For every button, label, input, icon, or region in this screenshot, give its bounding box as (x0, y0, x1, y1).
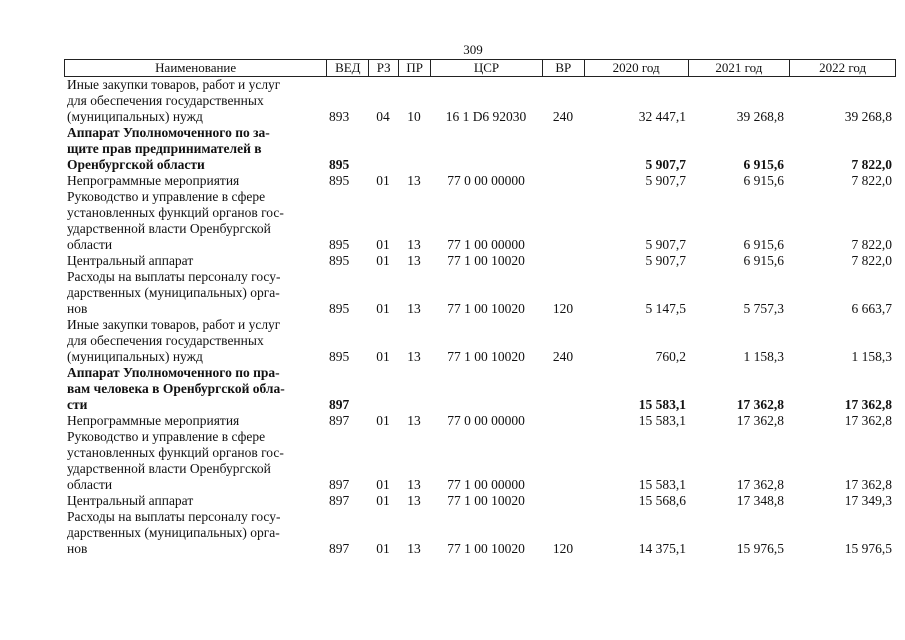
cell-csr: 77 1 00 00000 (447, 477, 525, 492)
cell-2021: 6 915,6 (743, 173, 784, 188)
cell-name (64, 77, 326, 125)
cell-name (64, 173, 326, 189)
cell-2020: 15 583,1 (638, 413, 686, 428)
cell-2021: 5 757,3 (743, 301, 784, 316)
cell-name-line: области (67, 237, 113, 252)
cell-2020: 32 447,1 (638, 109, 686, 124)
cell-2022: 7 822,0 (851, 237, 892, 252)
cell-rz: 01 (376, 173, 390, 188)
cell-name-line: Руководство и управление в сфере (67, 189, 266, 204)
cell-name-line: Расходы на выплаты персоналу госу- (67, 509, 281, 524)
cell-name-line: Аппарат Уполномоченного по пра- (67, 365, 280, 380)
cell-ved: 895 (329, 301, 350, 316)
cell-name-line: для обеспечения государственных (67, 93, 264, 108)
cell-pr: 10 (407, 109, 421, 124)
cell-rz: 01 (376, 237, 390, 252)
table-row (64, 269, 896, 317)
cell-name-line: вам человека в Оренбургской обла- (67, 381, 285, 396)
cell-csr: 77 0 00 00000 (447, 173, 525, 188)
cell-name-line: Иные закупки товаров, работ и услуг (67, 317, 281, 332)
cell-pr: 13 (407, 237, 421, 252)
header-2022: 2022 год (789, 60, 895, 76)
cell-2022: 17 349,3 (844, 493, 892, 508)
cell-pr: 13 (407, 493, 421, 508)
cell-2021: 17 362,8 (736, 413, 784, 428)
table-row (64, 509, 896, 557)
cell-2020: 15 583,1 (638, 397, 686, 412)
cell-csr: 77 1 00 10020 (447, 253, 525, 268)
cell-vr: 240 (552, 349, 574, 364)
cell-2022: 17 362,8 (844, 413, 892, 428)
cell-rz: 01 (376, 541, 390, 556)
cell-pr: 13 (407, 349, 421, 364)
header-csr: ЦСР (430, 60, 542, 76)
cell-2020: 14 375,1 (638, 541, 686, 556)
header-2020: 2020 год (584, 60, 688, 76)
cell-rz: 01 (376, 477, 390, 492)
header-vr: ВР (542, 60, 584, 76)
cell-name-line: сти (67, 397, 88, 412)
cell-2020: 15 583,1 (638, 477, 686, 492)
cell-ved: 893 (329, 109, 350, 124)
cell-pr: 13 (407, 173, 421, 188)
cell-2021: 15 976,5 (736, 541, 784, 556)
cell-2021: 6 915,6 (743, 237, 784, 252)
cell-ved: 897 (329, 397, 350, 412)
cell-pr: 13 (407, 301, 421, 316)
cell-csr: 77 1 00 10020 (447, 541, 525, 556)
cell-rz: 01 (376, 253, 390, 268)
table-row (64, 77, 896, 125)
cell-ved: 895 (329, 237, 350, 252)
page-number: 309 (463, 42, 483, 57)
table-row (64, 253, 896, 269)
cell-name-line: дарственных (муниципальных) орга- (67, 285, 280, 300)
cell-name (64, 253, 326, 269)
cell-name-line: (муниципальных) нужд (67, 109, 203, 124)
cell-csr: 77 1 00 10020 (447, 493, 525, 508)
table-row (64, 493, 896, 509)
cell-name-line: Аппарат Уполномоченного по за- (67, 125, 270, 140)
table-row (64, 365, 896, 413)
cell-name-line: установленных функций органов гос- (67, 445, 284, 460)
cell-name-line: дарственных (муниципальных) орга- (67, 525, 280, 540)
cell-name-line: Центральный аппарат (67, 493, 194, 508)
cell-2020: 5 907,7 (645, 253, 686, 268)
cell-2021: 17 362,8 (736, 477, 784, 492)
cell-csr: 77 1 00 10020 (447, 301, 525, 316)
table-row (64, 413, 896, 429)
cell-2022: 6 663,7 (851, 301, 892, 316)
cell-2020: 15 568,6 (638, 493, 686, 508)
cell-name (64, 509, 326, 557)
cell-name (64, 365, 326, 413)
cell-name-line: щите прав предпринимателей в (67, 141, 262, 156)
cell-vr: 120 (552, 301, 574, 316)
cell-2022: 7 822,0 (851, 157, 892, 172)
cell-name (64, 429, 326, 493)
cell-2021: 1 158,3 (743, 349, 784, 364)
cell-name-line: Центральный аппарат (67, 253, 194, 268)
cell-name-line: установленных функций органов гос- (67, 205, 284, 220)
cell-2021: 39 268,8 (736, 109, 784, 124)
cell-ved: 897 (329, 541, 350, 556)
table-row (64, 429, 896, 493)
cell-2022: 17 362,8 (844, 477, 892, 492)
cell-rz: 01 (376, 413, 390, 428)
cell-csr: 77 1 00 10020 (447, 349, 525, 364)
cell-name-line: ударственной власти Оренбургской (67, 221, 271, 236)
cell-2022: 17 362,8 (844, 397, 892, 412)
cell-name (64, 269, 326, 317)
cell-rz: 01 (376, 349, 390, 364)
cell-2021: 17 348,8 (736, 493, 784, 508)
cell-name (64, 413, 326, 429)
cell-rz: 01 (376, 493, 390, 508)
cell-ved: 897 (329, 413, 350, 428)
cell-name-line: для обеспечения государственных (67, 333, 264, 348)
cell-rz: 04 (376, 109, 390, 124)
cell-name-line: Расходы на выплаты персоналу госу- (67, 269, 281, 284)
cell-2022: 39 268,8 (844, 109, 892, 124)
cell-name-line: ударственной власти Оренбургской (67, 461, 271, 476)
table-row (64, 173, 896, 189)
cell-pr: 13 (407, 477, 421, 492)
cell-name (64, 125, 326, 173)
cell-ved: 895 (329, 157, 350, 172)
cell-rz: 01 (376, 301, 390, 316)
cell-2022: 7 822,0 (851, 173, 892, 188)
cell-2021: 6 915,6 (743, 253, 784, 268)
cell-ved: 897 (329, 493, 350, 508)
table-body (64, 77, 896, 557)
cell-pr: 13 (407, 253, 421, 268)
cell-2022: 15 976,5 (844, 541, 892, 556)
cell-2022: 1 158,3 (851, 349, 892, 364)
cell-name-line: (муниципальных) нужд (67, 349, 203, 364)
cell-csr: 16 1 D6 92030 (445, 109, 527, 124)
cell-name-line: Иные закупки товаров, работ и услуг (67, 77, 281, 92)
cell-vr: 240 (552, 109, 574, 124)
cell-2020: 5 147,5 (645, 301, 686, 316)
cell-name (64, 317, 326, 365)
cell-2020: 5 907,7 (645, 173, 686, 188)
cell-name-line: области (67, 477, 113, 492)
cell-name-line: Руководство и управление в сфере (67, 429, 266, 444)
cell-pr: 13 (407, 541, 421, 556)
header-name: Наименование (155, 60, 237, 75)
cell-2020: 5 907,7 (645, 237, 686, 252)
cell-name (64, 189, 326, 253)
cell-ved: 895 (329, 253, 350, 268)
table-row (64, 189, 896, 253)
cell-name-line: нов (67, 541, 88, 556)
cell-2020: 5 907,7 (645, 157, 686, 172)
cell-csr: 77 1 00 00000 (447, 237, 525, 252)
cell-2021: 17 362,8 (736, 397, 784, 412)
cell-name (64, 493, 326, 509)
cell-name-line: нов (67, 301, 88, 316)
header-2021: 2021 год (688, 60, 790, 76)
cell-name-line: Непрограммные мероприятия (67, 413, 240, 428)
cell-2021: 6 915,6 (743, 157, 784, 172)
cell-2022: 7 822,0 (851, 253, 892, 268)
header-ved: ВЕД (326, 60, 368, 76)
table-row (64, 125, 896, 173)
cell-ved: 895 (329, 173, 350, 188)
header-rz: РЗ (368, 60, 398, 76)
cell-pr: 13 (407, 413, 421, 428)
table-row (64, 317, 896, 365)
cell-2020: 760,2 (655, 349, 686, 364)
cell-ved: 895 (329, 349, 350, 364)
header-pr: ПР (398, 60, 430, 76)
table-header (64, 59, 896, 77)
cell-ved: 897 (329, 477, 350, 492)
cell-csr: 77 0 00 00000 (447, 413, 525, 428)
cell-name-line: Непрограммные мероприятия (67, 173, 240, 188)
cell-name-line: Оренбургской области (67, 157, 205, 172)
cell-vr: 120 (552, 541, 574, 556)
